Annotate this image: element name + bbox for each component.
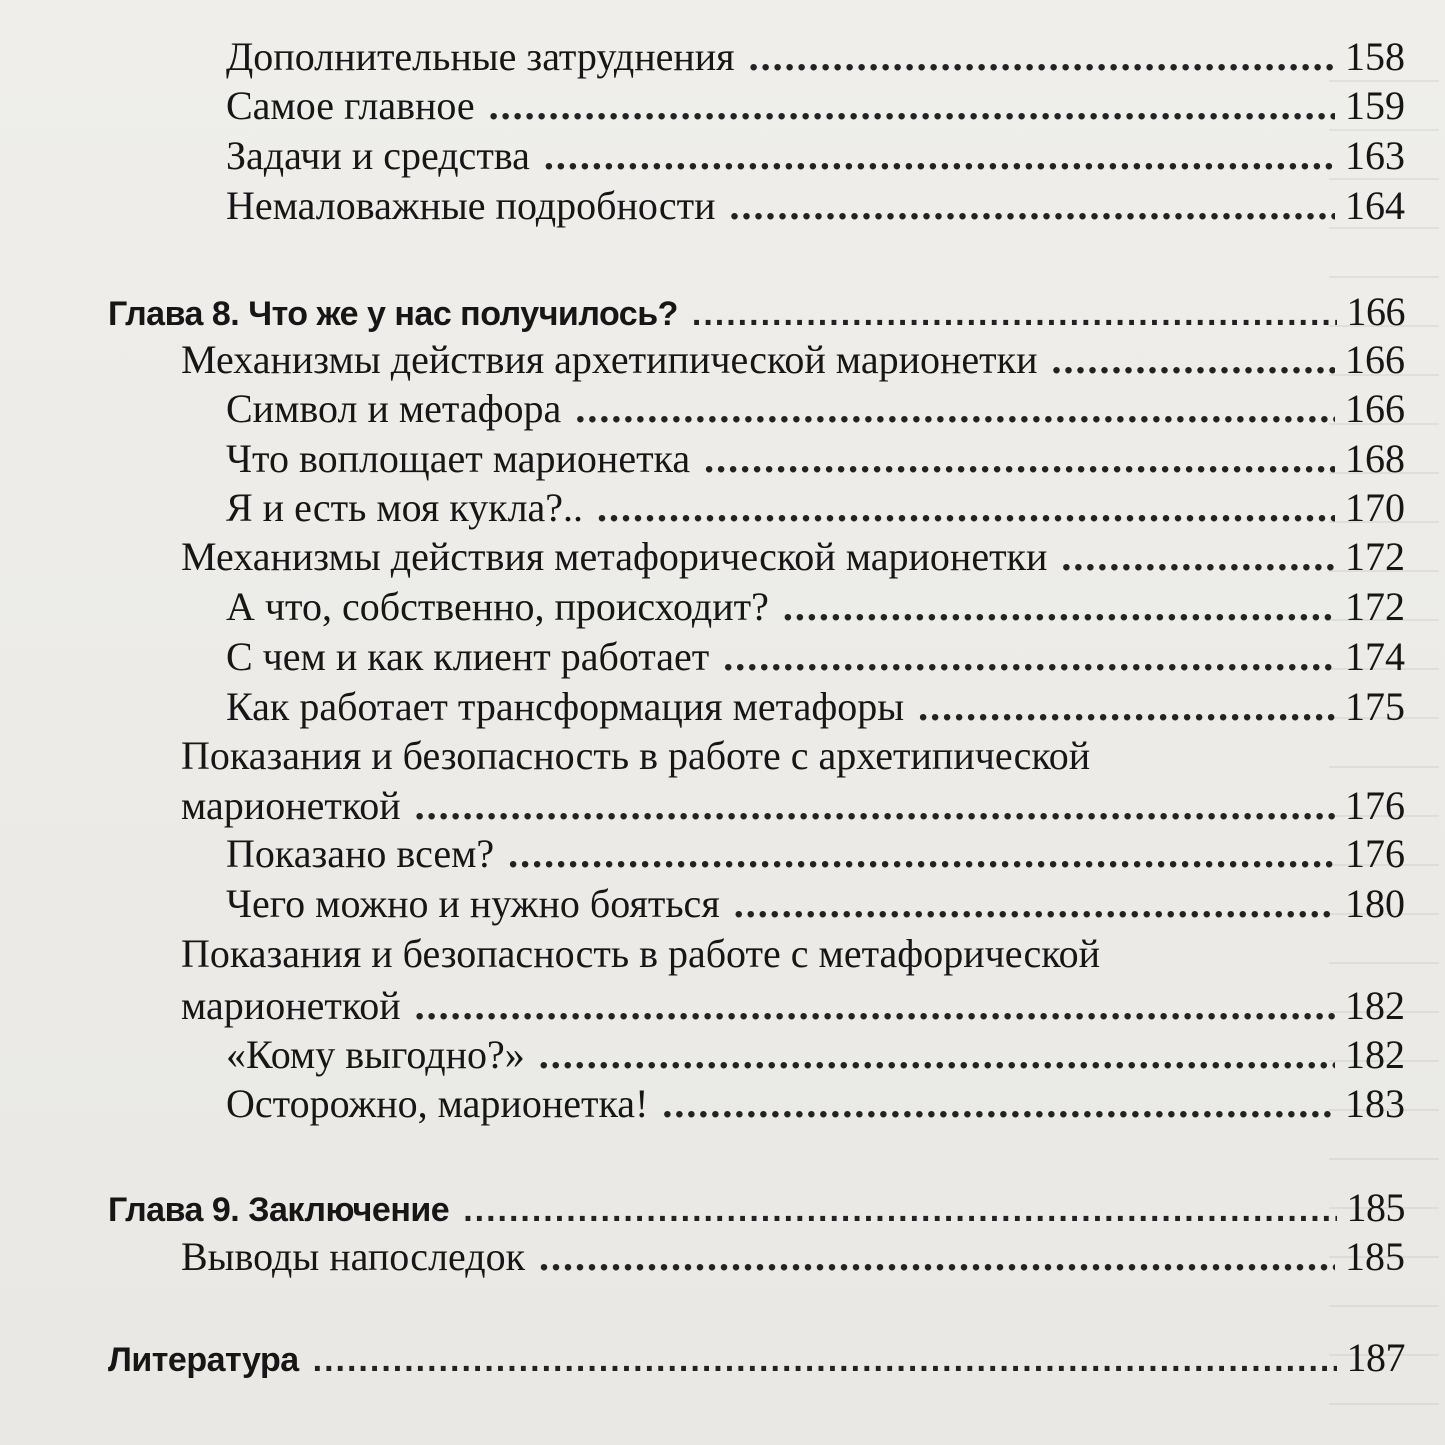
toc-entry-title: Дополнительные затруднения (226, 34, 735, 79)
toc-entry-title: А что, собственно, происходит? (226, 584, 769, 629)
toc-entry-page: 172 (1345, 584, 1405, 629)
toc-entry-title: Показано всем? (226, 831, 495, 876)
toc-chapter-title: Литература (108, 1341, 299, 1379)
toc-chapter-title: Глава 8. Что же у нас получилось? (108, 295, 678, 333)
toc-entry (226, 33, 1405, 81)
dot-leader (734, 880, 1335, 928)
dot-leader (508, 830, 1335, 878)
toc-entry-page: 175 (1345, 684, 1405, 729)
toc-entry (226, 633, 1405, 681)
toc-entry-page: 166 (1346, 289, 1405, 334)
toc-literature (108, 1334, 1405, 1384)
toc-entry-page: 185 (1345, 1234, 1405, 1279)
dot-leader (662, 1080, 1335, 1128)
toc-entry-title-line1: Показания и безопасность в работе с архетипической (181, 733, 1091, 778)
dot-leader (749, 33, 1335, 81)
toc-entry (226, 435, 1405, 483)
toc-section (181, 336, 1405, 384)
toc-entry (226, 132, 1405, 180)
toc-entry-page: 166 (1345, 337, 1405, 382)
toc-entry-title: Механизмы действия архетипической марионетки (181, 337, 1038, 382)
toc-entry-title: Механизмы действия метафорической марионетки (181, 534, 1048, 579)
toc-entry (226, 880, 1405, 928)
toc-entry (226, 182, 1405, 230)
toc-entry (226, 830, 1405, 878)
toc-entry-title-line1: Показания и безопасность в работе с метафорической (181, 931, 1101, 976)
toc-section-line2 (181, 982, 1405, 1030)
dot-leader (704, 435, 1335, 483)
toc-entry-title: Осторожно, марионетка! (226, 1081, 649, 1126)
toc-entry-page: 163 (1345, 133, 1405, 178)
toc-entry-page: 183 (1345, 1081, 1405, 1126)
toc-section-line2 (181, 782, 1405, 830)
toc-entry-title: Как работает трансформация метафоры (226, 684, 905, 729)
dot-leader (313, 1336, 1337, 1384)
dot-leader (539, 1031, 1335, 1079)
toc-entry-page: 176 (1345, 783, 1405, 828)
dot-leader (544, 132, 1335, 180)
toc-entry (226, 484, 1405, 532)
dot-leader (415, 982, 1335, 1030)
dot-leader (1051, 336, 1335, 384)
toc-entry-title: Что воплощает марионетка (226, 436, 691, 481)
toc-entry-title: Задачи и средства (226, 133, 530, 178)
toc-entry-page: 170 (1345, 485, 1405, 530)
toc-entry-title: Немаловажные подробности (226, 183, 716, 228)
toc-section (181, 533, 1405, 581)
dot-leader (597, 484, 1335, 532)
toc-entry-title-line2: марионеткой (181, 783, 401, 828)
toc-entry-page: 185 (1346, 1185, 1405, 1230)
toc-section-line1 (181, 732, 1405, 780)
toc-entry-title: Символ и метафора (226, 386, 562, 431)
toc-entry-page: 180 (1345, 881, 1405, 926)
dot-leader (539, 1233, 1335, 1281)
toc-entry-page: 182 (1345, 1032, 1405, 1077)
toc-entry-title: Самое главное (226, 83, 475, 128)
dot-leader (489, 82, 1335, 130)
toc-entry (226, 82, 1405, 130)
toc-entry-title: Я и есть моя кукла?.. (226, 485, 584, 530)
dot-leader (730, 182, 1335, 230)
toc-entry (226, 1080, 1405, 1128)
toc-chapter-8 (108, 288, 1405, 338)
dot-leader (463, 1186, 1336, 1234)
toc-section (181, 1233, 1405, 1281)
toc-entry-title-line2: марионеткой (181, 983, 401, 1028)
toc-entry-title: С чем и как клиент работает (226, 634, 710, 679)
toc-entry-page: 158 (1345, 34, 1405, 79)
dot-leader (575, 385, 1335, 433)
toc-entry-page: 164 (1345, 183, 1405, 228)
toc-chapter-9 (108, 1184, 1405, 1234)
toc-entry-page: 182 (1345, 983, 1405, 1028)
dot-leader (723, 633, 1335, 681)
toc-entry (226, 385, 1405, 433)
toc-chapter-title: Глава 9. Заключение (108, 1191, 450, 1229)
toc-entry-page: 176 (1345, 831, 1405, 876)
dot-leader (692, 290, 1337, 338)
dot-leader (415, 782, 1335, 830)
dot-leader (1061, 533, 1335, 581)
dot-leader (783, 583, 1335, 631)
toc-entry (226, 683, 1405, 731)
toc-entry (226, 1031, 1405, 1079)
toc-entry (226, 583, 1405, 631)
toc-entry-page: 174 (1345, 634, 1405, 679)
toc-entry-page: 172 (1345, 534, 1405, 579)
toc-entry-page: 187 (1346, 1335, 1405, 1380)
toc-entry-title: Чего можно и нужно бояться (226, 881, 720, 926)
toc-section-line1 (181, 930, 1405, 978)
dot-leader (918, 683, 1335, 731)
toc-entry-title: «Кому выгодно?» (226, 1032, 525, 1077)
toc-entry-page: 166 (1345, 386, 1405, 431)
toc-entry-page: 168 (1345, 436, 1405, 481)
toc-entry-title: Выводы напоследок (181, 1234, 526, 1279)
toc-entry-page: 159 (1345, 83, 1405, 128)
